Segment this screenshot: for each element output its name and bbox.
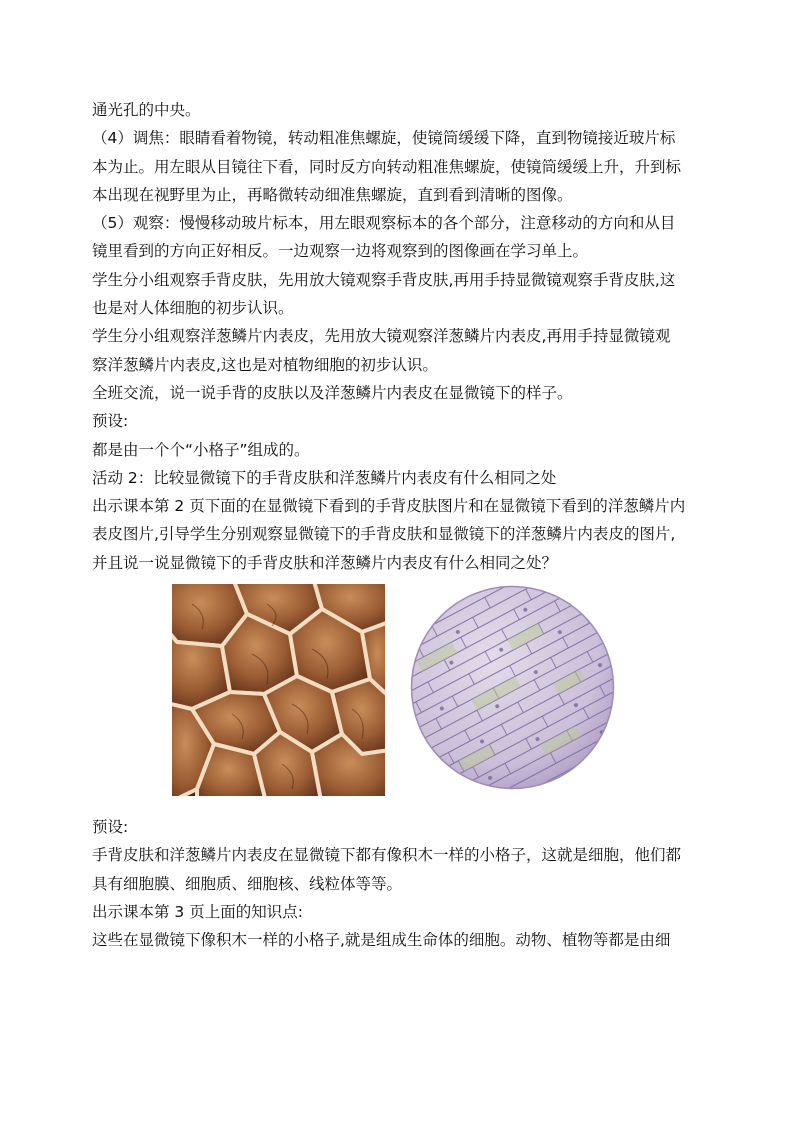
text-line: （5）观察：慢慢移动玻片标本，用左眼观察标本的各个部分，注意移动的方向和从目 [92,214,676,233]
text-line: 学生分小组观察手背皮肤，先用放大镜观察手背皮肤,再用手持显微镜观察手背皮肤,这 [92,270,676,289]
text-line: 本出现在视野里为止，再略微转动细准焦螺旋，直到看到清晰的图像。 [92,185,573,204]
onion-epidermis-micrograph [410,585,615,790]
paragraph-block-bottom [92,813,704,954]
text-line: 也是对人体细胞的初步认识。 [92,299,294,318]
paragraph-block-top [92,96,704,577]
text-line: 都是由一个个“小格子”组成的。 [92,440,310,459]
text-line: 手背皮肤和洋葱鳞片内表皮在显微镜下都有像积木一样的小格子，这就是细胞，他们都 [92,846,682,865]
figure-row [92,577,704,813]
document-body [92,96,704,955]
text-line: 本为止。用左眼从目镜往下看，同时反方向转动粗准焦螺旋，使镜筒缓缓上升，升到标 [92,157,682,176]
text-line: 察洋葱鳞片内表皮,这也是对植物细胞的初步认识。 [92,355,438,374]
text-line: 预设: [92,818,129,837]
text-line: 预设: [92,412,129,431]
text-line: 通光孔的中央。 [92,101,201,119]
text-line: 具有细胞膜、细胞质、细胞核、线粒体等等。 [92,874,403,893]
hand-skin-micrograph [172,584,385,796]
text-line: 活动 2：比较显微镜下的手背皮肤和洋葱鳞片内表皮有什么相同之处 [92,468,557,487]
text-line: 镜里看到的方向正好相反。一边观察一边将观察到的图像画在学习单上。 [92,242,589,261]
text-line: 出示课本第 2 页下面的在显微镜下看到的手背皮肤图片和在显微镜下看到的洋葱鳞片内 [92,497,686,516]
text-line: 表皮图片,引导学生分别观察显微镜下的手背皮肤和显微镜下的洋葱鳞片内表皮的图片, [92,525,676,544]
text-line: 全班交流，说一说手背的皮肤以及洋葱鳞片内表皮在显微镜下的样子。 [92,383,573,402]
text-line: 出示课本第 3 页上面的知识点: [92,902,303,921]
text-line: 并且说一说显微镜下的手背皮肤和洋葱鳞片内表皮有什么相同之处？ [92,553,558,572]
text-line: 这些在显微镜下像积木一样的小格子,就是组成生命体的细胞。动物、植物等都是由细 [92,931,671,950]
text-line: 学生分小组观察洋葱鳞片内表皮，先用放大镜观察洋葱鳞片内表皮,再用手持显微镜观 [92,327,671,346]
text-line: （4）调焦：眼睛看着物镜，转动粗准焦螺旋，使镜筒缓缓下降，直到物镜接近玻片标 [92,129,676,148]
